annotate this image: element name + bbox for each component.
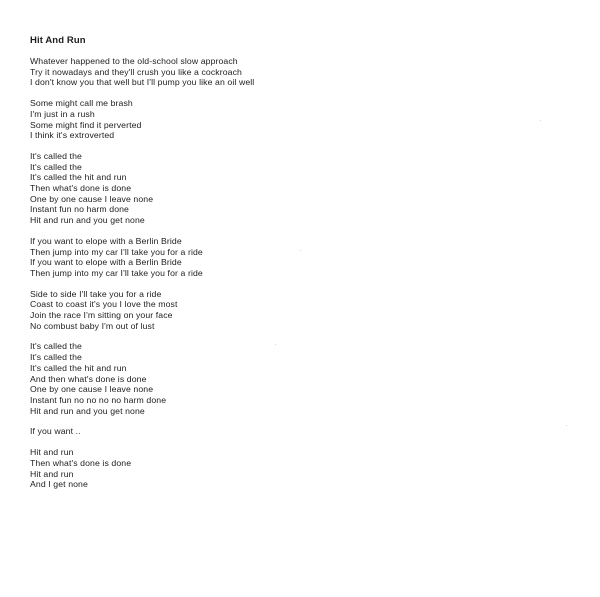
lyric-line: One by one cause I leave none [30,193,154,204]
lyric-line: Instant fun no harm done [30,204,129,215]
stanza [30,447,550,490]
lyric-line: Then jump into my car I'll take you for a ride [30,246,203,257]
stanza [30,426,550,437]
song-title: Hit And Run [30,35,86,46]
lyric-line: Whatever happened to the old-school slow approach [30,56,238,66]
lyric-line: It's called the [30,352,82,363]
lyric-line: I think it's extroverted [30,130,115,141]
lyric-line: Hit and run and you get none [30,215,145,226]
lyric-line: Hit and run and you get none [30,405,145,416]
lyric-line: One by one cause I leave none [30,384,154,395]
lyric-line: Try it nowadays and they'll crush you like a cockroach [30,66,242,77]
stanza [30,236,550,279]
lyric-line: If you want to elope with a Berlin Bride [30,235,182,246]
lyric-line: Then jump into my car I'll take you for a ride [30,267,203,278]
lyric-line: I don't know you that well but I'll pump you like an oil well [30,77,255,88]
lyric-line: Some might call me brash [30,98,133,109]
stanza [30,98,550,141]
scan-speck [275,344,276,345]
lyric-line: Hit and run [30,468,74,479]
scan-speck [300,250,301,251]
scan-speck [540,120,541,121]
lyric-line: Instant fun no no no no harm done [30,394,167,405]
lyric-line: It's called the hit and run [30,362,127,373]
lyric-line: If you want to elope with a Berlin Bride [30,257,182,268]
lyric-line: Then what's done is done [30,183,132,194]
lyric-line: If you want .. [30,426,81,437]
lyric-line: Some might find it perverted [30,119,142,130]
scan-speck [566,425,567,426]
lyric-line: It's called the hit and run [30,172,127,183]
lyrics-sheet [30,35,550,500]
stanza [30,289,550,332]
lyric-line: It's called the [30,150,82,161]
lyric-line: Side to side I'll take you for a ride [30,288,162,299]
stanza [30,341,550,416]
stanza [30,56,550,88]
lyric-line: Coast to coast it's you I love the most [30,299,178,310]
lyric-line: And I get none [30,479,88,490]
lyric-line: I'm just in a rush [30,108,95,119]
lyric-line: No combust baby I'm out of lust [30,320,155,331]
lyrics-body [30,56,550,490]
lyric-line: Hit and run [30,447,74,458]
stanza [30,151,550,226]
lyric-line: Join the race I'm sitting on your face [30,310,173,321]
lyric-line: It's called the [30,161,82,172]
lyric-line: Then what's done is done [30,457,132,468]
lyric-line: It's called the [30,341,82,352]
lyric-line: And then what's done is done [30,373,147,384]
